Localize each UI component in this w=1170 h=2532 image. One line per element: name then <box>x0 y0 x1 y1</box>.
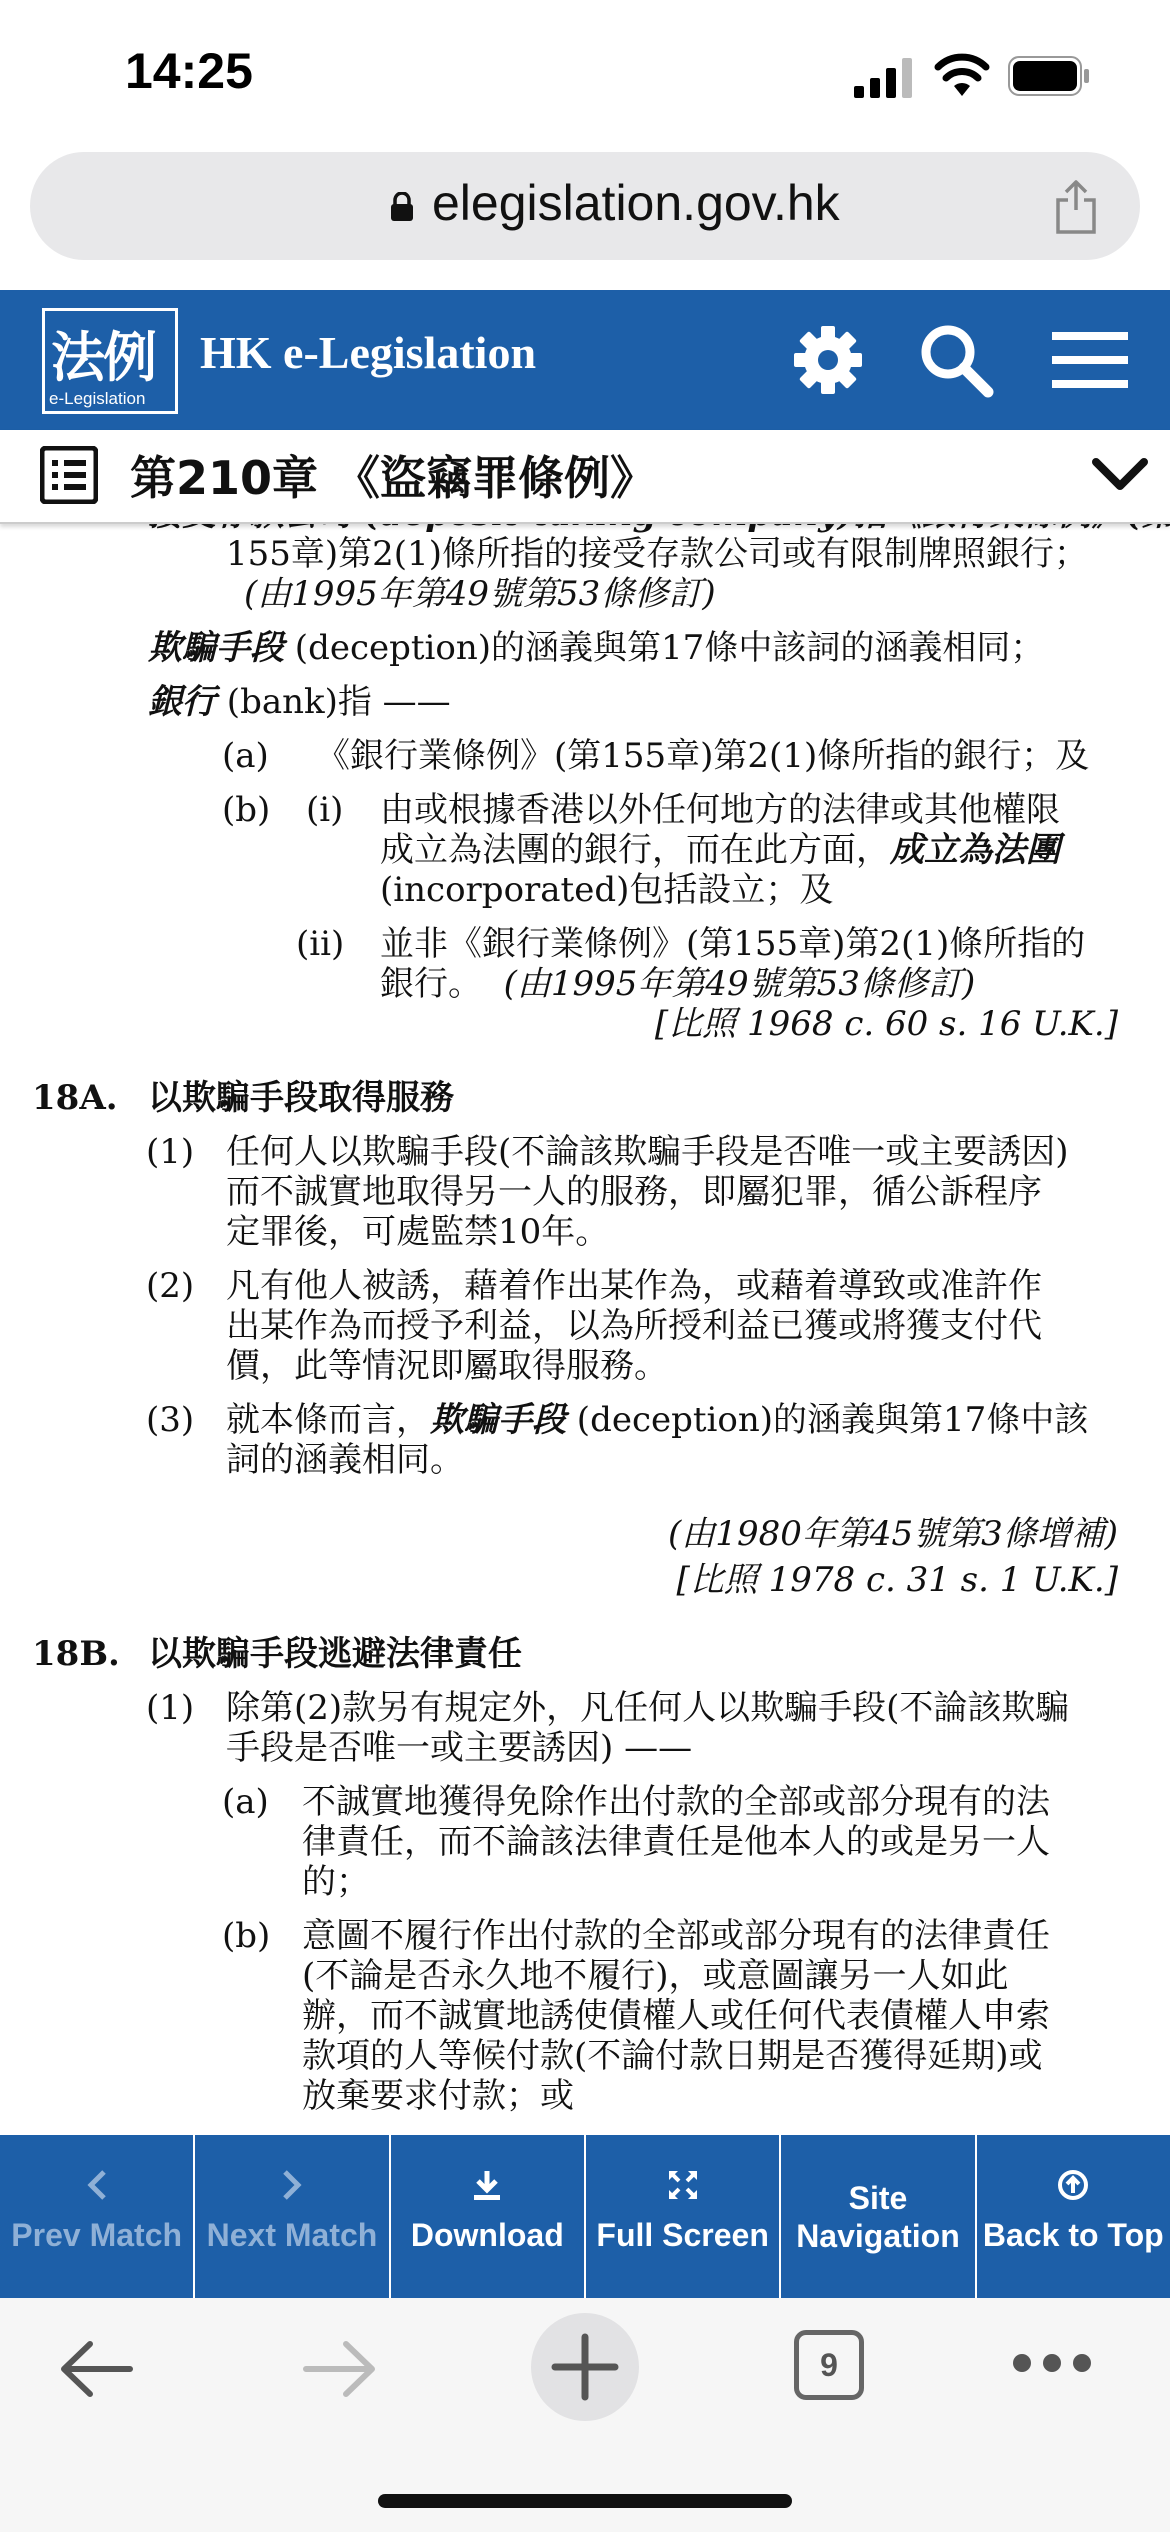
lock-icon <box>390 192 414 222</box>
share-icon[interactable] <box>1054 178 1098 234</box>
text-line: 而不誠實地取得另一人的服務，即屬犯罪，循公訴程序 <box>226 1172 1042 1212</box>
text-line: 款項的人等候付款(不論付款日期是否獲得延期)或 <box>302 2036 1043 2076</box>
text-line: 不誠實地獲得免除作出付款的全部或部分現有的法 <box>302 1782 1050 1822</box>
uk-reference: [比照 1978 c. 31 s. 1 U.K.] <box>676 1560 1118 1600</box>
amendment-note: (由1995年第49號第53條修訂) <box>503 964 976 1004</box>
term-deception: 欺騙手段 <box>430 1400 566 1440</box>
text-line: (不論是否永久地不履行)，或意圖讓另一人如此 <box>302 1956 1009 1996</box>
text-span: (deception)的涵義與第17條中該 <box>566 1400 1089 1440</box>
para-label: (b) <box>222 1916 271 1956</box>
text-line: 定罪後，可處監禁10年。 <box>226 1212 610 1252</box>
para-label: (a) <box>222 736 269 776</box>
uk-reference: [比照 1968 c. 60 s. 16 U.K.] <box>654 1004 1118 1044</box>
chevron-down-icon[interactable] <box>1090 450 1150 500</box>
text-line: 放棄要求付款；或 <box>302 2076 574 2116</box>
address-bar[interactable] <box>30 152 1140 260</box>
more-options-icon[interactable] <box>1010 2350 1094 2376</box>
site-header <box>0 290 1170 430</box>
prev-match-button[interactable] <box>0 2135 195 2298</box>
legislation-content <box>0 480 1170 2135</box>
full-screen-button[interactable] <box>586 2135 781 2298</box>
site-navigation-button[interactable] <box>781 2135 976 2298</box>
site-navigation-label <box>781 2179 974 2255</box>
text-line: 《銀行業條例》(第155章)第2(1)條所指的銀行；及 <box>316 736 1090 776</box>
para-label: (3) <box>146 1400 195 1440</box>
text-line: 凡有他人被誘，藉着作出某作為，或藉着導致或准許作 <box>226 1266 1042 1306</box>
url-text: elegislation.gov.hk <box>432 175 840 231</box>
term-incorporated: 成立為法團 <box>890 830 1060 870</box>
site-navigation-line2: Navigation <box>796 2218 960 2254</box>
tab-count-button[interactable]: 9 <box>794 2330 864 2400</box>
text-line: 手段是否唯一或主要誘因) —— <box>226 1728 693 1768</box>
site-title: HK e-Legislation <box>200 327 537 378</box>
logo-main-text: 法例 <box>51 326 155 389</box>
amendment-note: (由1980年第45號第3條增補) <box>668 1514 1118 1554</box>
text-line: 由或根據香港以外任何地方的法律或其他權限 <box>380 790 1060 830</box>
text-line: 意圖不履行作出付款的全部或部分現有的法律責任 <box>302 1916 1050 1956</box>
status-time: 14:25 <box>125 43 253 99</box>
text-span: 銀行。 <box>380 964 482 1004</box>
definition-text: (bank)指 —— <box>216 682 451 722</box>
new-tab-icon[interactable] <box>530 2312 640 2422</box>
para-label: (1) <box>146 1688 195 1728</box>
wifi-icon <box>934 52 990 98</box>
text-line <box>226 1400 1088 1440</box>
gear-icon[interactable] <box>788 320 868 400</box>
expand-icon <box>667 2169 699 2201</box>
site-navigation-line1: Site <box>848 2180 908 2216</box>
cellular-signal-icon <box>854 58 914 98</box>
text-line: 的； <box>302 1862 370 1902</box>
text-line: 任何人以欺騙手段(不論該欺騙手段是否唯一或主要誘因) <box>226 1132 1069 1172</box>
home-indicator[interactable] <box>378 2494 792 2508</box>
text-span: 成立為法團的銀行，而在此方面， <box>380 830 890 870</box>
site-logo[interactable] <box>42 308 178 414</box>
text-line: 價，此等情況即屬取得服務。 <box>226 1346 668 1386</box>
subpara-label: (i) <box>306 790 344 830</box>
table-of-contents-icon[interactable] <box>40 446 98 504</box>
section-heading: 以欺騙手段取得服務 <box>148 1078 454 1118</box>
logo-sub-text: e-Legislation <box>49 389 146 408</box>
text-line <box>380 830 1060 870</box>
download-label: Download <box>410 2217 564 2253</box>
chevron-right-icon <box>281 2169 303 2201</box>
hamburger-menu-icon[interactable] <box>1050 320 1130 400</box>
chevron-left-icon <box>86 2169 108 2201</box>
text-line: 除第(2)款另有規定外，凡任何人以欺騙手段(不論該欺騙 <box>226 1688 1070 1728</box>
text-line: (incorporated)包括設立；及 <box>380 870 834 910</box>
download-icon <box>471 2169 503 2201</box>
definition-deception <box>148 628 1044 668</box>
section-number: 18B. <box>32 1634 120 1674</box>
text-line: 155章)第2(1)條所指的接受存款公司或有限制牌照銀行； <box>226 534 1088 574</box>
para-label: (1) <box>146 1132 195 1172</box>
back-to-top-label: Back to Top <box>982 2217 1164 2253</box>
search-icon[interactable] <box>916 320 996 400</box>
chapter-bar[interactable] <box>0 430 1170 524</box>
text-line: 律責任，而不論該法律責任是他本人的或是另一人 <box>302 1822 1050 1862</box>
para-label: (a) <box>222 1782 269 1822</box>
back-to-top-button[interactable] <box>977 2135 1170 2298</box>
battery-icon <box>1008 56 1090 96</box>
section-heading: 以欺騙手段逃避法律責任 <box>148 1634 522 1674</box>
text-span: 就本條而言， <box>226 1400 430 1440</box>
subpara-label: (ii) <box>296 924 345 964</box>
definition-text: (deception)的涵義與第17條中該詞的涵義相同； <box>284 628 1045 668</box>
chapter-title: 第210章 《盜竊罪條例》 <box>130 451 657 505</box>
term-bank: 銀行 <box>148 682 216 722</box>
status-bar <box>0 0 1170 150</box>
bottom-toolbar <box>0 2135 1170 2298</box>
next-match-label: Next Match <box>206 2217 378 2253</box>
term-deception: 欺騙手段 <box>148 628 284 668</box>
para-label: (2) <box>146 1266 195 1306</box>
text-line: 詞的涵義相同。 <box>226 1440 464 1480</box>
download-button[interactable] <box>391 2135 586 2298</box>
arrow-up-circle-icon <box>1057 2169 1089 2201</box>
amendment-note: (由1995年第49號第53條修訂) <box>244 574 716 614</box>
definition-bank <box>148 682 451 722</box>
prev-match-label: Prev Match <box>11 2217 183 2253</box>
forward-arrow-icon[interactable] <box>300 2334 380 2404</box>
para-label: (b) <box>222 790 271 830</box>
section-number: 18A. <box>32 1078 118 1118</box>
full-screen-label: Full Screen <box>596 2217 769 2253</box>
text-line: 出某作為而授予利益，以為所授利益已獲或將獲支付代 <box>226 1306 1042 1346</box>
text-line: 辦，而不誠實地誘使債權人或任何代表債權人申索 <box>302 1996 1050 2036</box>
text-line <box>380 964 975 1004</box>
text-line: 並非《銀行業條例》(第155章)第2(1)條所指的 <box>380 924 1086 964</box>
back-arrow-icon[interactable] <box>56 2334 136 2404</box>
next-match-button[interactable] <box>195 2135 390 2298</box>
